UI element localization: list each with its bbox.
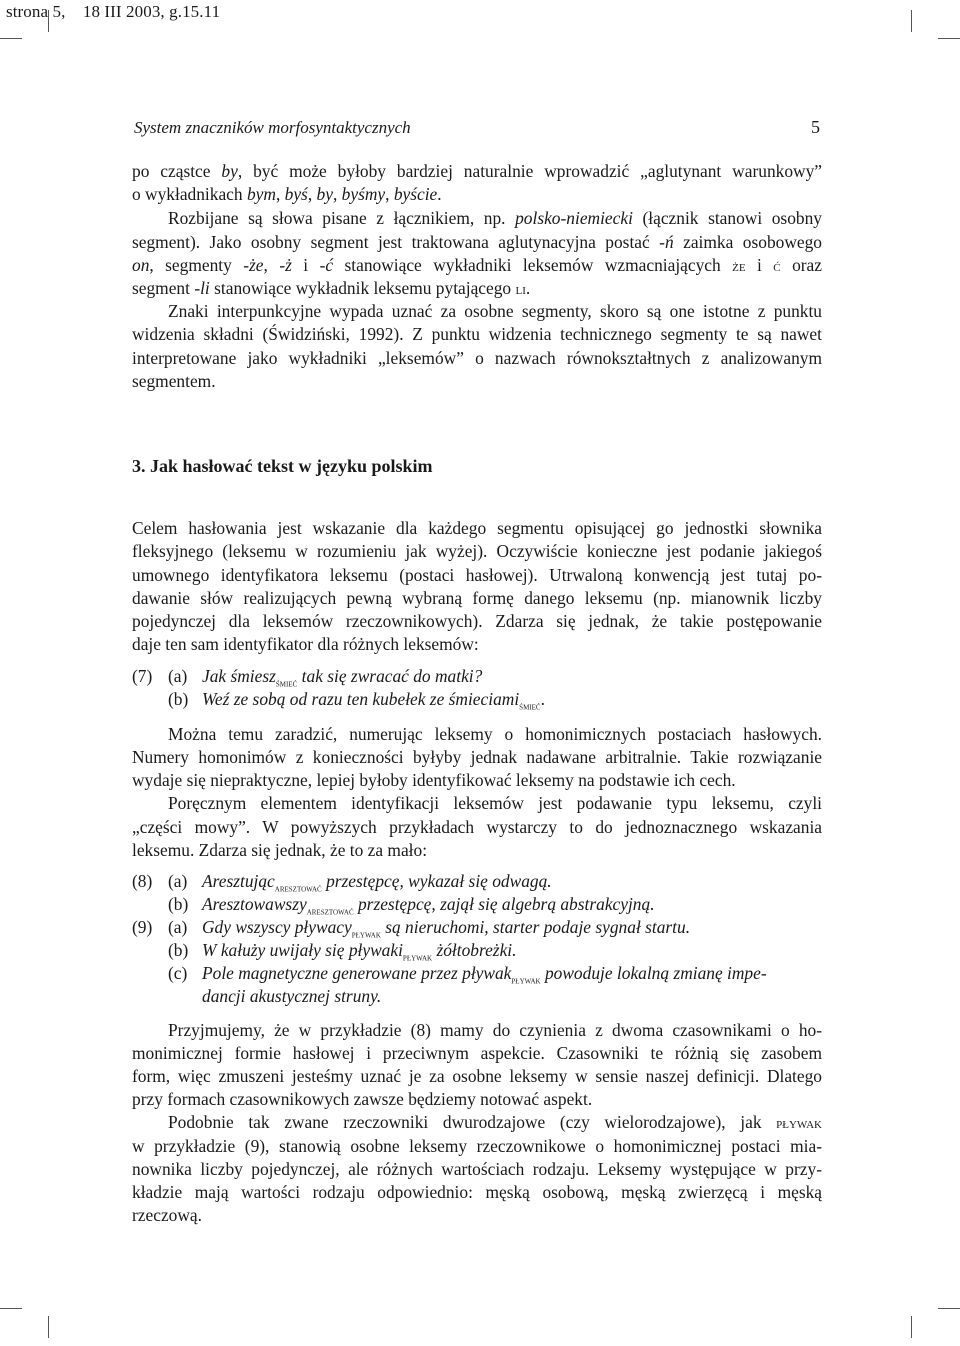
example-9c-text-line2: dancji akustycznej struny. — [202, 986, 382, 1006]
para4-line3: form, więc zmuszeni jesteśmy uznać je za osobne leksemy w sensie naszej definicji. Dlatego — [132, 1066, 822, 1086]
example-7-number: (7) — [132, 666, 153, 686]
example-9a-text: Gdy wszyscy pływacy$_{pływak}$ są nieruchomi, starter podaje sygnał startu. — [202, 917, 691, 941]
crop-mark-bottom-left — [0, 1308, 22, 1309]
example-8b-text: Aresztowawszy$_{aresztować}$ przestępcę, zajął się algebrą abstrakcyjną. — [202, 894, 655, 918]
crop-mark-bottom-right — [938, 1308, 960, 1309]
para4-line5: Podobnie tak zwane rzeczowniki dwurodzajowe (czy wielorodzajowe), jak pływak — [168, 1112, 822, 1132]
example-7a-text: Jak śmiesz$_{śmieć}$ tak się zwracać do matki? — [202, 666, 483, 690]
para1-line2: o wykładnikach bym, byś, by, byśmy, byście. — [132, 184, 442, 204]
para3-line3: wydaje się niepraktyczne, lepiej byłoby identyfikować leksemy na podstawie ich cech. — [132, 770, 736, 790]
para3-line6: leksemu. Zdarza się jednak, że to za mało: — [132, 840, 428, 860]
para3-line5: „części mowy”. W powyższych przykładach wystarczy to do jednoznacznego wskazania — [132, 817, 822, 837]
example-7a-label: (a) — [168, 666, 188, 686]
example-9b-text: W kałuży uwijały się pływaki$_{pływak}$ żółtobreżki. — [202, 940, 517, 964]
para1-line7: Znaki interpunkcyjne wypada uznać za osobne segmenty, skoro są one istotne z punktu — [168, 301, 822, 321]
para1-line3: Rozbijane są słowa pisane z łącznikiem, np. polsko-niemiecki (łącznik stanowi osobny — [168, 208, 822, 228]
example-7b-label: (b) — [168, 689, 189, 709]
para2-line6: daje ten sam identyfikator dla różnych leksemów: — [132, 634, 479, 654]
para1-line10: segmentem. — [132, 371, 216, 391]
para4-line6: w przykładzie (9), stanowią osobne leksemy rzeczownikowe o homonimicznej postaci mia- — [132, 1136, 822, 1156]
crop-mark-bottom-left-v — [48, 1316, 49, 1338]
para3-line2: Numery homonimów z konieczności byłyby jednak nadawane arbitralnie. Takie rozwiązanie — [132, 747, 822, 767]
para1-line1: po cząstce by, być może byłoby bardziej naturalnie wprowadzić „aglutynant warunkowy” — [132, 161, 822, 181]
para2-line2: fleksyjnego (leksemu w rozumieniu jak wyżej). Oczywiście konieczne jest podanie jakiegoś — [132, 541, 822, 561]
example-7b-text: Weź ze sobą od razu ten kubełek ze śmieciami$_{śmieć}$. — [202, 689, 545, 713]
page-number: 5 — [811, 117, 820, 137]
para1-line4: segment). Jako osobny segment jest traktowana aglutynacyjna postać -ń zaimka osobowego — [132, 232, 823, 252]
para4-line8: kładzie mają wartości rodzaju odpowiednio: męską osobową, męską zwierzęcą i męską — [132, 1182, 822, 1202]
para4-line7: nownika liczby pojedynczej, ale różnych wartościach rodzaju. Leksemy występujące w przy- — [132, 1159, 822, 1179]
crop-mark-top-left — [0, 38, 22, 39]
section-heading: 3. Jak hasłować tekst w języku polskim — [132, 456, 433, 476]
para2-line5: pojedynczej dla leksemów rzeczownikowych). Zdarza się jednak, że takie postępowanie — [132, 611, 822, 631]
para1-line6: segment -li stanowiące wykładnik leksemu pytającego li. — [132, 278, 531, 298]
para2-line1: Celem hasłowania jest wskazanie dla każdego segmentu opisującej go jednostki słownika — [132, 518, 822, 538]
para1-line9: interpretowane jako wykładniki „leksemów” o nazwach równokształtnych z analizowanym — [132, 348, 822, 368]
crop-mark-top-right — [938, 38, 960, 39]
example-8a-label: (a) — [168, 871, 188, 891]
para4-line4: przy formach czasownikowych zawsze będziemy notować aspekt. — [132, 1089, 593, 1109]
para2-line3: umownego identyfikatora leksemu (postaci hasłowej). Utrwaloną konwencją jest tutaj po- — [132, 565, 822, 585]
example-8a-text: Aresztując$_{aresztować}$ przestępcę, wykazał się odwagą. — [202, 871, 552, 895]
para1-line5: on, segmenty -że, -ż i -ć stanowiące wykładniki leksemów wzmacniających że i ć oraz — [132, 255, 822, 275]
example-9a-label: (a) — [168, 917, 188, 937]
example-8-number: (8) — [132, 871, 153, 891]
para4-line2: monimicznej formie hasłowej i przeciwnym aspekcie. Czasowniki te różnią się zasobem — [132, 1043, 822, 1063]
para3-line1: Można temu zaradzić, numerując leksemy o homonimicznych postaciach hasłowych. — [168, 724, 822, 744]
para4-line9: rzeczową. — [132, 1205, 202, 1225]
example-8b-label: (b) — [168, 894, 189, 914]
para3-line4: Poręcznym elementem identyfikacji leksemów jest podawanie typu leksemu, czyli — [168, 793, 822, 813]
print-stamp: strona 5, 18 III 2003, g.15.11 — [6, 2, 221, 21]
running-head: System znaczników morfosyntaktycznych — [134, 118, 411, 137]
example-9b-label: (b) — [168, 940, 189, 960]
example-9-number: (9) — [132, 917, 153, 937]
example-9c-text: Pole magnetyczne generowane przez pływak$_{pływak}$ powoduje lokalną zmianę impe- — [202, 963, 767, 987]
example-9c-label: (c) — [168, 963, 188, 983]
crop-mark-bottom-right-v — [911, 1316, 912, 1338]
crop-mark-top-right-v — [911, 10, 912, 32]
para2-line4: dawanie słów realizujących pewną wybraną formę danego leksemu (np. mianownik liczby — [132, 588, 822, 608]
para4-line1: Przyjmujemy, że w przykładzie (8) mamy do czynienia z dwoma czasownikami o ho- — [168, 1020, 822, 1040]
para1-line8: widzenia składni (Świdziński, 1992). Z punktu widzenia technicznego segmenty te są nawet — [132, 324, 822, 344]
